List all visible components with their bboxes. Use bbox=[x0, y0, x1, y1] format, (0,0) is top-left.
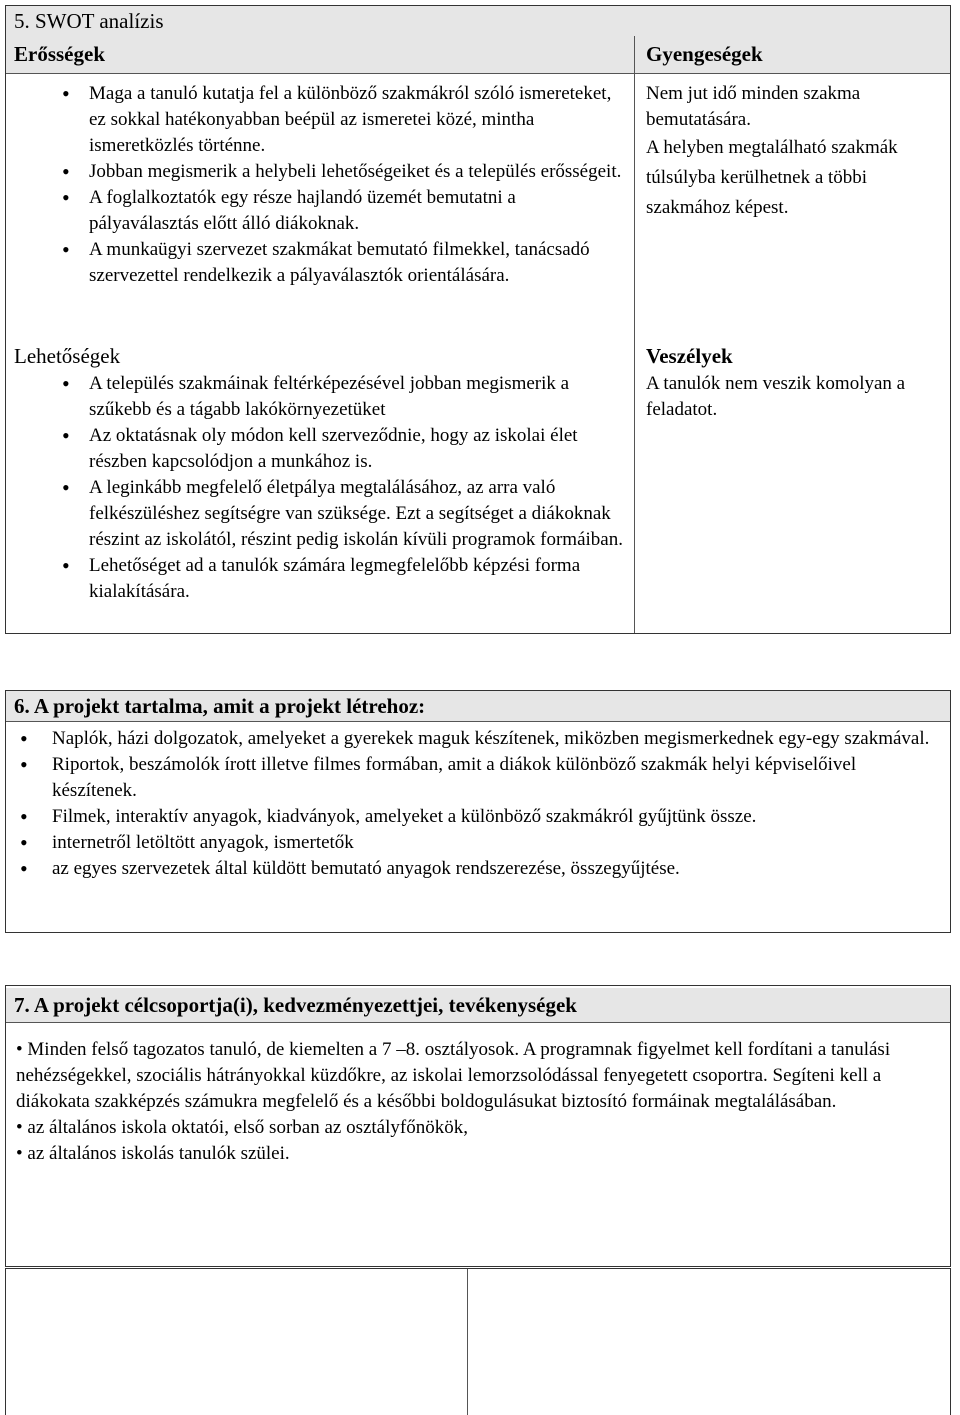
opportunities-cell bbox=[14, 343, 624, 605]
empty-table bbox=[5, 1268, 951, 1415]
strengths-list bbox=[14, 81, 624, 289]
weakness-text: Nem jut idő minden szakma bemutatására. bbox=[646, 83, 861, 130]
list-item: • internetről letöltött anyagok, ismertetők bbox=[6, 830, 930, 856]
weaknesses-heading: Gyengeségek bbox=[646, 42, 763, 66]
weaknesses-cell bbox=[646, 41, 941, 223]
swot-title: 5. SWOT analízis bbox=[6, 6, 950, 37]
project-content-list bbox=[6, 726, 950, 882]
section-7-heading: 7. A projekt célcsoportja(i), kedvezményezettjei, tevékenységek bbox=[6, 988, 950, 1023]
weakness-text: A helyben megtalálható szakmák túlsúlyba kerülhetnek a többi szakmához képest. bbox=[646, 137, 898, 218]
list-item: • Jobban megismerik a helybeli lehetőségeiket és a település erősségeit. bbox=[14, 159, 624, 185]
swot-table bbox=[5, 5, 951, 634]
project-content-table bbox=[5, 690, 951, 933]
column-divider bbox=[634, 36, 635, 633]
threats-cell bbox=[646, 343, 946, 423]
list-item: • az egyes szervezetek által küldött bemutató anyagok rendszerezése, összegyűjtése. bbox=[6, 856, 930, 882]
list-item: • A település szakmáinak feltérképezésével jobban megismerik a szűkebb és a tágabb lakókörnyezetüket bbox=[14, 371, 624, 423]
target-group-table bbox=[5, 985, 951, 1267]
paragraph: • az általános iskola oktatói, első sorban az osztályfőnökök, bbox=[16, 1117, 468, 1138]
list-item: • A foglalkoztatók egy része hajlandó üzemét bemutatni a pályaválasztás előtt álló diákoknak. bbox=[14, 185, 624, 237]
list-item: • Lehetőséget ad a tanulók számára legmegfelelőbb képzési forma kialakítására. bbox=[14, 553, 624, 605]
list-item: • A leginkább megfelelő életpálya megtalálásához, az arra való felkészüléshez segítségre van szüksége. Ezt a segítséget a diákoknak részint az iskolától, részint pedig iskolán kívüli programok formáiban. bbox=[14, 475, 624, 553]
list-item: • Naplók, házi dolgozatok, amelyeket a gyerekek maguk készítenek, miközben megismerkednek egy-egy szakmával. bbox=[6, 726, 930, 752]
opportunities-list bbox=[14, 371, 624, 605]
threats-heading: Veszélyek bbox=[646, 344, 733, 368]
list-item: • Filmek, interaktív anyagok, kiadványok, amelyeket a különböző szakmákról gyűjtünk össze. bbox=[6, 804, 930, 830]
list-item: • A munkaügyi szervezet szakmákat bemutató filmekkel, tanácsadó szervezettel rendelkezik a pályaválasztók orientálására. bbox=[14, 237, 624, 289]
paragraph: • Minden felső tagozatos tanuló, de kiemelten a 7 –8. osztályosok. A programnak figyelmet kell fordítani a tanulási nehézségekkel, szociális hátrányokkal küzdőkre, az iskolai lemorzsolódással fenyegetett csoportra. Segíteni kell a diákokata szakképzés számukra megfelelő és a későbbi boldogulásukat biztosító formáinak megtalálásában. bbox=[16, 1039, 891, 1112]
list-item: • Maga a tanuló kutatja fel a különböző szakmákról szóló ismereteket, ez sokkal hatékonyabban beépül az ismeretei közé, mintha ismeretközlés történne. bbox=[14, 81, 624, 159]
target-group-body bbox=[6, 1023, 950, 1167]
opportunities-heading: Lehetőségek bbox=[14, 344, 121, 368]
list-item: • Az oktatásnak oly módon kell szerveződnie, hogy az iskolai élet részben kapcsolódjon a munkához is. bbox=[14, 423, 624, 475]
list-item: • Riportok, beszámolók írott illetve filmes formában, amit a diákok különböző szakmák helyi képviselőivel készítenek. bbox=[6, 752, 930, 804]
section-6-heading: 6. A projekt tartalma, amit a projekt létrehoz: bbox=[6, 691, 950, 722]
strengths-cell bbox=[14, 41, 624, 289]
column-divider bbox=[467, 1269, 468, 1415]
strengths-heading: Erősségek bbox=[14, 42, 105, 66]
paragraph: • az általános iskolás tanulók szülei. bbox=[16, 1143, 290, 1164]
threat-text: A tanulók nem veszik komolyan a feladatot. bbox=[646, 373, 906, 420]
